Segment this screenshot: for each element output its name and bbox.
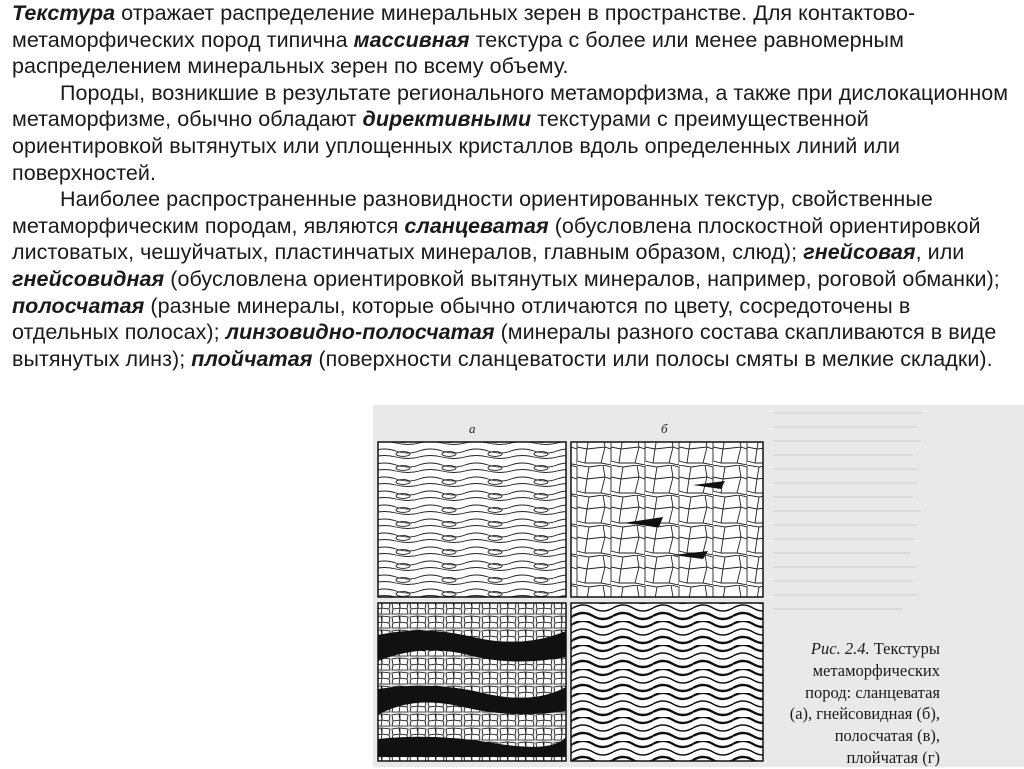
term-texture: Текстура	[12, 1, 116, 25]
term-gneissoid: гнейсовидная	[12, 266, 165, 291]
term-schistose: сланцеватая	[404, 213, 549, 238]
panel-label-a: а	[469, 421, 476, 436]
term-banded: полосчатая	[12, 293, 145, 318]
caption-text: Текстуры метаморфических пород: сланцеватая (а), гнейсовидная (б), полосчатая (в), плойчатая (г)	[789, 639, 940, 767]
figure-caption	[780, 638, 940, 769]
term-gneissic: гнейсовая	[803, 240, 916, 265]
term-plicated: плойчатая	[191, 346, 313, 371]
paragraph-directive-textures: Породы, возникшие в результате регионального метаморфизма, а также при дислокационном метаморфизме, обычно обладают директивными текстурами с преимущественной ориентировкой вытянутых или уплощенных кристаллов вдоль определенных линий или поверхностей.	[12, 80, 1009, 185]
panel-label-b: б	[661, 421, 668, 436]
panel-g-plicated	[571, 603, 763, 761]
term-directive: директивными	[362, 107, 532, 132]
caption-figure-number: Рис. 2.4.	[810, 639, 870, 658]
term-lenticular-banded: линзовидно-полосчатая	[225, 320, 495, 345]
paragraph-texture-definition: Текстура отражает распределение минеральных зерен в пространстве. Для контактово-метаморфических пород типична массивная текстура с более или менее равномерным распределением минеральных зерен по всему объему.	[12, 1, 916, 79]
panel-a-schistose	[378, 421, 566, 597]
paragraph-texture-types: Наиболее распространенные разновидности ориентированных текстур, свойственные метаморфическим породам, являются сланцеватая (обусловлена плоскостной ориентировкой листоватых, чешуйчатых, пластинчатых минералов, главным образом, слюд); гнейсовая, или гнейсовидная (обусловлена ориентировкой вытянутых минералов, например, роговой обманки); полосчатая (разные минералы, которые обычно отличаются по цвету, сосредоточены в отдельных полосах); линзовидно-полосчатая (минералы разного состава скапливаются в виде вытянутых линз); плойчатая (поверхности сланцеватости или полосы смяты в мелкие складки).	[12, 187, 1000, 371]
panel-v-banded	[378, 603, 566, 761]
main-text	[12, 0, 1012, 372]
term-massive: массивная	[353, 27, 470, 52]
panel-b-gneissoid	[571, 421, 763, 597]
